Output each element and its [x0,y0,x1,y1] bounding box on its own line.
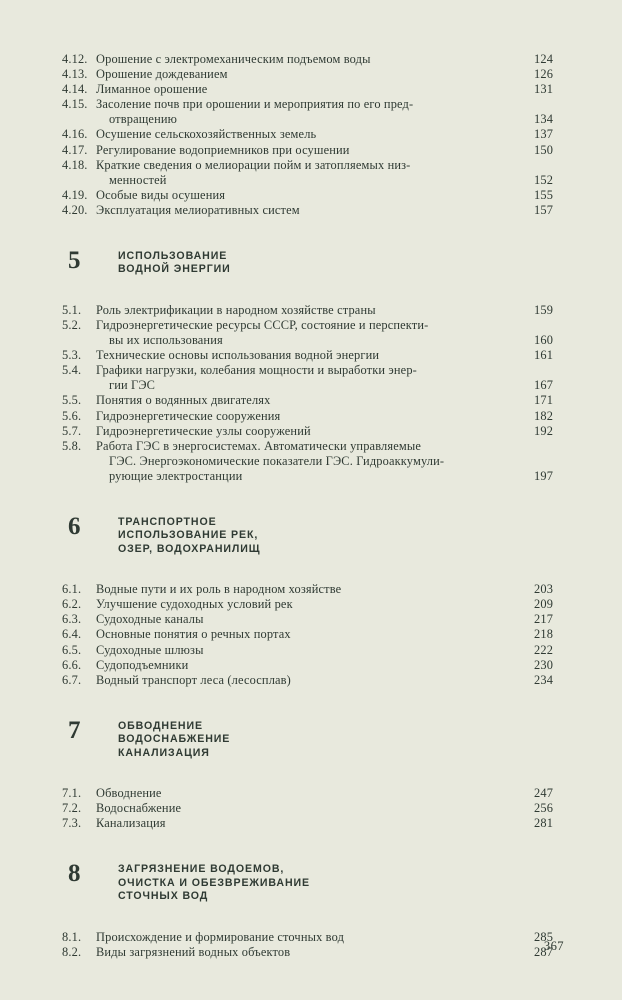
toc-entry-number: 4.16. [62,127,88,142]
toc-entry-title-line: ГЭС. Энергоэкономические показатели ГЭС. Гидроаккумули- [109,453,445,468]
toc-entry[interactable] [62,930,564,945]
toc-entry-title-line: Водный транспорт леса (лесосплав) [96,672,291,687]
toc-entry-title-line: Улучшение судоходных условий рек [96,597,293,612]
chapter-title [118,718,564,760]
chapter-heading [62,861,564,903]
toc-entry[interactable] [62,158,564,188]
toc-entry-page: 182 [534,408,554,423]
toc-entry[interactable] [62,393,564,408]
toc-entry-page: 152 [534,172,554,187]
chapter-heading [62,718,564,760]
chapter-title-line: ВОДНОЙ ЭНЕРГИИ [118,263,231,276]
chapter-title-line: СТОЧНЫХ ВОД [118,890,209,903]
page-number: 367 [543,939,564,953]
toc-entry-number: 6.6. [62,657,82,672]
toc-entry-number: 6.7. [62,672,82,687]
toc-entry[interactable] [62,409,564,424]
toc-entry[interactable] [62,673,564,688]
toc-entry-page: 192 [534,423,554,438]
toc-entry-page: 203 [534,582,554,597]
toc-entry[interactable] [62,439,564,484]
toc-entry-number: 6.5. [62,642,82,657]
chapter-number: 8 [68,860,81,888]
toc-entry[interactable] [62,143,564,158]
toc-entry-page: 281 [534,816,554,831]
toc-entry[interactable] [62,643,564,658]
toc-entry-title-line: Гидроэнергетические ресурсы СССР, состояние и перспекти- [96,317,429,332]
toc-entry-title [96,52,534,67]
toc-entry-number: 4.12. [62,52,88,66]
toc-entry-page: 230 [534,657,554,672]
toc-entry-title [96,127,534,142]
toc-entry-title-line: Орошение дождеванием [96,67,228,82]
toc-entry-title [96,930,534,945]
chapter-title-line: ОЗЕР, ВОДОХРАНИЛИЩ [118,542,261,555]
spacer [62,277,564,303]
toc-entry[interactable] [62,363,564,393]
table-of-contents [62,52,564,960]
toc-entry-page: 222 [534,642,554,657]
toc-entry-page: 160 [534,333,554,348]
toc-entry[interactable] [62,303,564,318]
toc-entry-title-line: гии ГЭС [109,378,156,393]
toc-entry-title [96,801,534,816]
toc-entry-title [96,143,534,158]
chapter-heading [62,248,564,277]
toc-entry-title [96,158,534,188]
chapter-heading [62,514,564,556]
toc-entry-title-line: Гидроэнергетические узлы сооружений [96,423,311,438]
toc-entry[interactable] [62,67,564,82]
toc-entry-title-line: Эксплуатация мелиоративных систем [96,202,300,217]
spacer [62,831,564,861]
toc-entry-number: 5.8. [62,438,82,453]
toc-entry-title [96,67,534,82]
toc-entry[interactable] [62,658,564,673]
toc-entry-title-line: Обводнение [96,786,162,801]
toc-entry[interactable] [62,318,564,348]
toc-entry-page: 217 [534,612,554,627]
toc-entry-page: 167 [534,378,554,393]
toc-entry-title-line: Понятия о водянных двигателях [96,393,271,408]
toc-entry-number: 4.14. [62,82,88,97]
toc-entry-number: 8.2. [62,944,82,959]
toc-entry-page: 234 [534,672,554,687]
toc-entry[interactable] [62,97,564,127]
toc-entry-title [96,786,534,801]
toc-entry-title-line: Краткие сведения о мелиорации пойм и затопляемых низ- [96,157,411,172]
toc-entry-title-line: Особые виды осушения [96,187,226,202]
toc-entry-title-line: Технические основы использования водной энергии [96,348,380,363]
toc-entry-page: 159 [534,302,554,317]
toc-entry-title [96,673,534,688]
toc-entry-title [96,203,534,218]
toc-entry[interactable] [62,424,564,439]
spacer [62,218,564,248]
toc-entry-number: 5.7. [62,423,82,438]
toc-entry-number: 5.4. [62,363,82,378]
toc-entry-number: 7.3. [62,816,82,831]
toc-entry[interactable] [62,786,564,801]
toc-entry-title-line: Судоходные шлюзы [96,642,204,657]
spacer [62,484,564,514]
spacer [62,688,564,718]
toc-entry[interactable] [62,597,564,612]
toc-entry-page: 161 [534,348,554,363]
chapter-number: 7 [68,716,81,744]
chapter-title-line: ТРАНСПОРТНОЕ [118,515,217,528]
toc-entry[interactable] [62,816,564,831]
toc-entry-page: 157 [534,202,554,217]
toc-entry-title-line: Осушение сельскохозяйственных земель [96,127,317,142]
toc-entry-page: 137 [534,127,554,142]
toc-entry[interactable] [62,52,564,67]
toc-entry-title-line: Канализация [96,816,166,831]
toc-entry-title-line: Гидроэнергетические сооружения [96,408,281,423]
toc-entry[interactable] [62,348,564,363]
toc-entry-title-line: Работа ГЭС в энергосистемах. Автоматически управляемые [96,438,421,453]
toc-entry-title-line: Судоподъемники [96,657,189,672]
chapter-title-line: ОЧИСТКА И ОБЕЗВРЕЖИВАНИЕ [118,876,311,889]
toc-entry-title-line: Водные пути и их роль в народном хозяйстве [96,582,342,597]
toc-entry-title [96,393,534,408]
toc-entry[interactable] [62,203,564,218]
toc-entry-title [96,188,534,203]
toc-entry-page: 134 [534,112,554,127]
toc-entry-number: 6.4. [62,627,82,642]
toc-entry-page: 218 [534,627,554,642]
toc-entry-page: 256 [534,801,554,816]
toc-entry-number: 6.3. [62,612,82,627]
chapter-title-line: ВОДОСНАБЖЕНИЕ [118,733,231,746]
toc-entry-page: 131 [534,82,554,97]
toc-entry-title-line: Графики нагрузки, колебания мощности и выработки энер- [96,363,417,378]
toc-entry-title [96,97,534,127]
chapter-title-line: ИСПОЛЬЗОВАНИЕ [118,250,228,263]
toc-entry-page: 209 [534,597,554,612]
toc-entry-title [96,658,534,673]
chapter-title [118,248,564,277]
toc-entry[interactable] [62,82,564,97]
toc-entry-title [96,597,534,612]
toc-entry-number: 4.18. [62,157,88,172]
toc-entry-title-line: отвращению [109,112,178,127]
toc-entry-title [96,363,534,393]
spacer [62,556,564,582]
toc-entry-title [96,318,534,348]
toc-entry-number: 4.13. [62,67,88,82]
toc-entry-title-line: Водоснабжение [96,801,182,816]
toc-entry-title [96,945,534,960]
toc-entry-title [96,612,534,627]
chapter-title [118,514,564,556]
toc-entry[interactable] [62,188,564,203]
toc-entry-page: 126 [534,67,554,82]
toc-entry-title-line: Основные понятия о речных портах [96,627,291,642]
toc-entry-page: 197 [534,468,554,483]
toc-entry-title-line: вы их использования [109,333,223,348]
chapter-title-line: ЗАГРЯЗНЕНИЕ ВОДОЕМОВ, [118,863,285,876]
toc-entry-title-line: Орошение с электромеханическим подъемом воды [96,52,371,66]
toc-entry-number: 5.3. [62,348,82,363]
toc-entry-title-line: Лиманное орошение [96,82,208,97]
toc-entry-title [96,582,534,597]
toc-entry-number: 7.1. [62,786,82,801]
spacer [62,760,564,786]
toc-entry-title-line: менностей [109,172,167,187]
toc-entry-page: 287 [534,944,554,959]
toc-entry-number: 5.2. [62,317,82,332]
toc-entry-title [96,439,534,484]
toc-entry-title-line: Происхождение и формирование сточных вод [96,929,345,944]
toc-entry-title [96,82,534,97]
chapter-title-line: ОБВОДНЕНИЕ [118,719,203,732]
toc-entry-number: 5.1. [62,302,82,317]
toc-entry-title [96,643,534,658]
toc-entry[interactable] [62,612,564,627]
toc-entry-page: 247 [534,786,554,801]
toc-entry-title [96,348,534,363]
toc-entry[interactable] [62,945,564,960]
spacer [62,904,564,930]
toc-entry-page: 150 [534,142,554,157]
toc-entry-title-line: Роль электрификации в народном хозяйстве страны [96,302,376,317]
toc-entry-title [96,303,534,318]
toc-entry-title-line: Виды загрязнений водных объектов [96,944,291,959]
toc-entry-title [96,627,534,642]
toc-entry-number: 6.1. [62,582,82,597]
chapter-title-line: КАНАЛИЗАЦИЯ [118,746,210,759]
toc-entry-page: 171 [534,393,554,408]
chapter-title [118,861,564,903]
toc-entry-title [96,409,534,424]
toc-entry-number: 5.6. [62,408,82,423]
toc-entry[interactable] [62,582,564,597]
toc-entry-number: 7.2. [62,801,82,816]
chapter-number: 6 [68,512,81,540]
toc-entry-number: 4.15. [62,97,88,112]
toc-entry-title-line: рующие электростанции [109,468,243,483]
toc-entry-page: 155 [534,187,554,202]
toc-entry-number: 5.5. [62,393,82,408]
chapter-number: 5 [68,247,81,275]
chapter-title-line: ИСПОЛЬЗОВАНИЕ РЕК, [118,529,259,542]
toc-entry-title [96,816,534,831]
toc-entry[interactable] [62,127,564,142]
toc-entry[interactable] [62,801,564,816]
toc-entry-title-line: Регулирование водоприемников при осушении [96,142,350,157]
toc-entry-page: 285 [534,929,554,944]
toc-entry-title-line: Засоление почв при орошении и мероприятия по его пред- [96,97,414,112]
toc-entry-title-line: Судоходные каналы [96,612,204,627]
toc-entry-number: 8.1. [62,929,82,944]
toc-entry[interactable] [62,627,564,642]
toc-entry-title [96,424,534,439]
toc-entry-number: 4.20. [62,202,88,217]
toc-entry-number: 6.2. [62,597,82,612]
toc-entry-number: 4.17. [62,142,88,157]
toc-entry-page: 124 [534,52,554,66]
toc-entry-number: 4.19. [62,187,88,202]
